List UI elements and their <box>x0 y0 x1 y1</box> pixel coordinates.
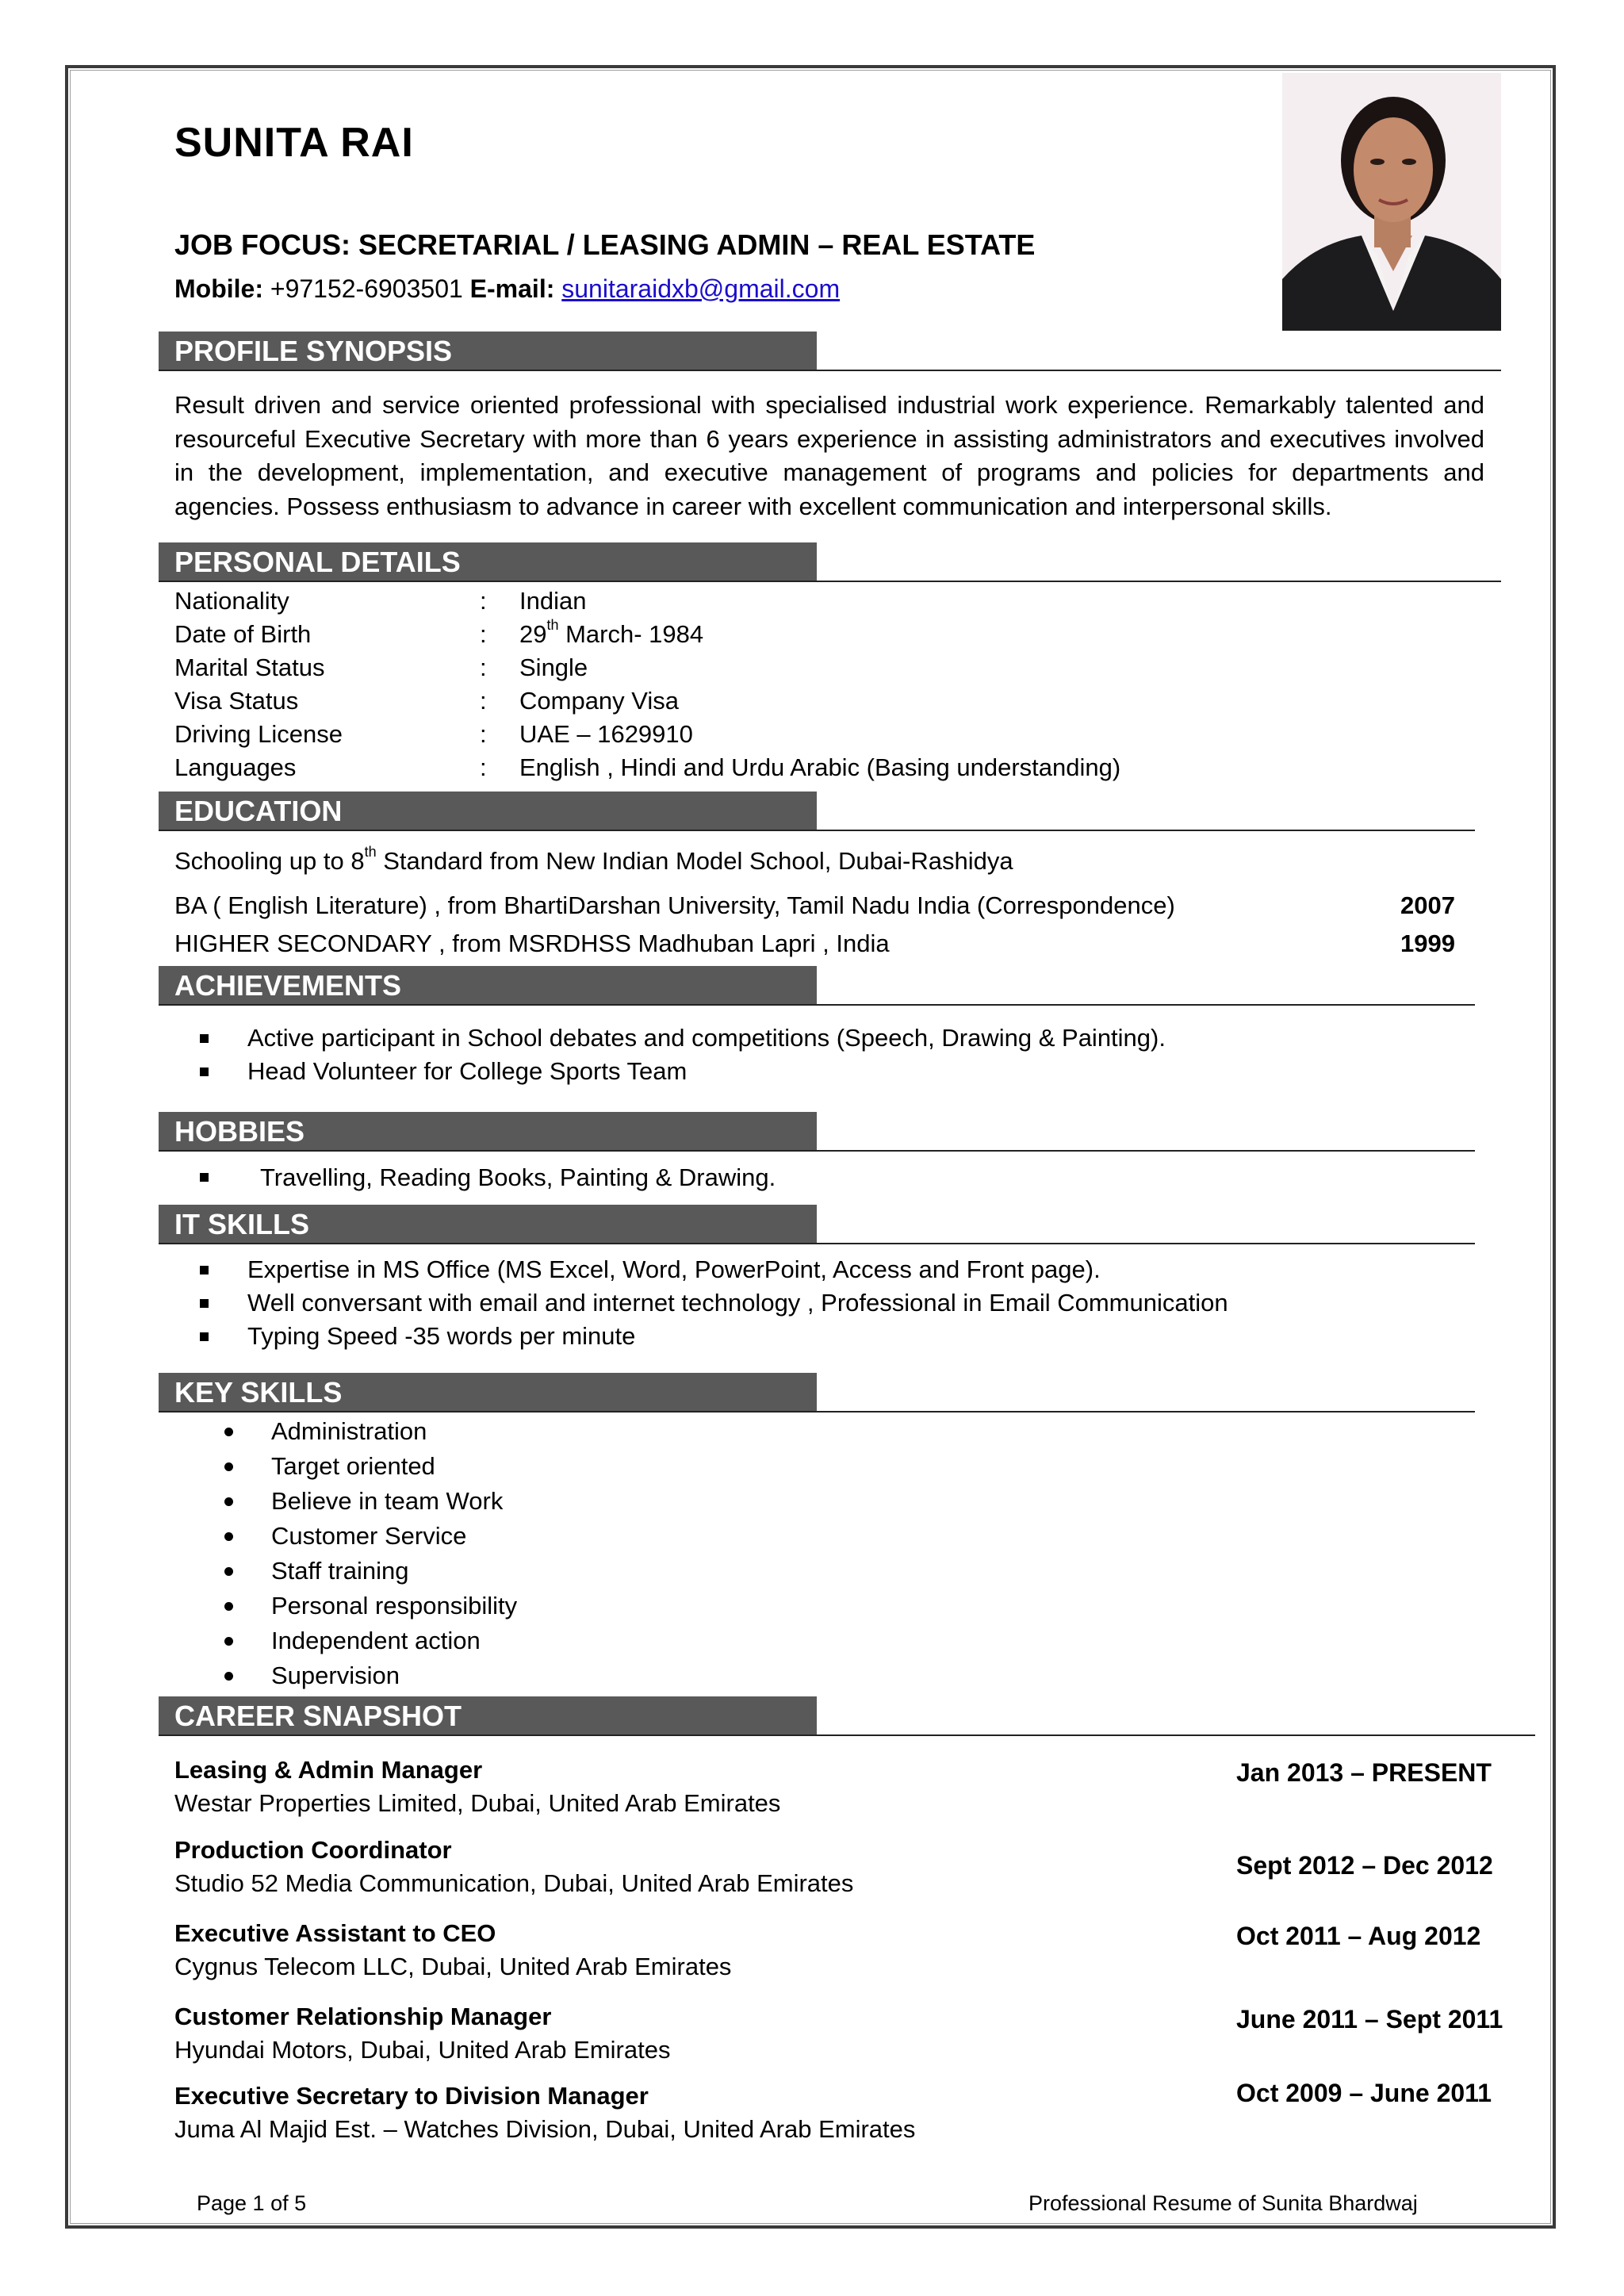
job-company: Hyundai Motors, Dubai, United Arab Emirates <box>174 2036 671 2064</box>
profile-synopsis-text: Result driven and service oriented professional with specialised industrial work experience. Remarkably talented and resourceful Executive Secretary with more than 6 years experience in assisting administrators and executives involved in the development, implementation, and executive management of programs and policies for departments and agencies. Possess enthusiasm to advance in career with excellent communication and interpersonal skills. <box>174 391 1484 520</box>
section-rule <box>159 1411 1475 1412</box>
personal-label: Visa Status <box>174 687 299 715</box>
dob-day: 29 <box>519 620 547 648</box>
key-skill-item: Target oriented <box>271 1452 435 1480</box>
section-rule <box>159 370 1501 371</box>
bullet-dot-icon <box>224 1672 233 1681</box>
bullet-square-icon <box>200 1173 209 1182</box>
it-skill-item: Typing Speed -35 words per minute <box>247 1322 636 1350</box>
bullet-dot-icon <box>224 1567 233 1576</box>
bullet-square-icon <box>200 1034 209 1043</box>
key-skill-item: Personal responsibility <box>271 1592 518 1619</box>
bullet-square-icon <box>200 1332 209 1341</box>
job-dates: Jan 2013 – PRESENT <box>1236 1758 1492 1787</box>
section-rule <box>159 830 1475 831</box>
education-item: HIGHER SECONDARY , from MSRDHSS Madhuban Lapri , India <box>174 930 890 957</box>
education-year: 2007 <box>1400 891 1455 919</box>
education-year: 1999 <box>1400 930 1455 957</box>
education-item: BA ( English Literature) , from BhartiDarshan University, Tamil Nadu India (Correspondence) <box>174 891 1175 919</box>
mobile-number: +97152-6903501 <box>270 274 463 303</box>
personal-label: Date of Birth <box>174 620 312 648</box>
footer-title: Professional Resume of Sunita Bhardwaj <box>1028 2191 1418 2215</box>
key-skill-item: Independent action <box>271 1627 481 1654</box>
hobby-item: Travelling, Reading Books, Painting & Drawing. <box>260 1163 776 1191</box>
section-header-achievements: ACHIEVEMENTS <box>159 966 817 1004</box>
bullet-dot-icon <box>224 1532 233 1541</box>
it-skill-item: Well conversant with email and internet technology , Professional in Email Communication <box>247 1289 1228 1317</box>
personal-label: Nationality <box>174 587 289 615</box>
education-schooling: Schooling up to 8th Standard from New Indian Model School, Dubai-Rashidya <box>174 844 1013 875</box>
section-header-it-skills: IT SKILLS <box>159 1205 817 1243</box>
key-skill-item: Customer Service <box>271 1522 467 1550</box>
key-skill-item: Administration <box>271 1417 427 1445</box>
personal-label: Marital Status <box>174 654 325 681</box>
personal-value: Indian <box>519 587 587 615</box>
bullet-dot-icon <box>224 1462 233 1471</box>
job-dates: Oct 2009 – June 2011 <box>1236 2079 1492 2107</box>
personal-value: Company Visa <box>519 687 680 715</box>
bullet-dot-icon <box>224 1428 233 1436</box>
job-title: Executive Secretary to Division Manager <box>174 2082 649 2110</box>
section-header-key-skills: KEY SKILLS <box>159 1373 817 1411</box>
section-rule <box>159 1004 1475 1006</box>
personal-label: Languages <box>174 753 297 781</box>
personal-label: Driving License <box>174 720 343 748</box>
job-company: Juma Al Majid Est. – Watches Division, Dubai, United Arab Emirates <box>174 2115 916 2143</box>
email-label: E-mail: <box>469 274 555 303</box>
job-title: Production Coordinator <box>174 1836 452 1864</box>
section-rule <box>159 1150 1475 1152</box>
key-skill-item: Staff training <box>271 1557 409 1585</box>
job-title: Leasing & Admin Manager <box>174 1756 483 1784</box>
job-company: Westar Properties Limited, Dubai, United Arab Emirates <box>174 1789 781 1817</box>
personal-colon: : <box>480 654 487 681</box>
personal-colon: : <box>480 687 487 715</box>
job-dates: Sept 2012 – Dec 2012 <box>1236 1851 1493 1880</box>
job-dates: Oct 2011 – Aug 2012 <box>1236 1922 1481 1950</box>
section-rule <box>159 1734 1535 1736</box>
bullet-square-icon <box>200 1299 209 1308</box>
achievement-item: Head Volunteer for College Sports Team <box>247 1057 688 1085</box>
email-link[interactable]: sunitaraidxb@gmail.com <box>561 274 841 303</box>
section-rule <box>159 1243 1475 1244</box>
section-header-hobbies: HOBBIES <box>159 1112 817 1150</box>
key-skill-item: Supervision <box>271 1662 400 1689</box>
footer-page-number: Page 1 of 5 <box>197 2191 307 2215</box>
personal-colon: : <box>480 620 487 648</box>
section-header-education: EDUCATION <box>159 792 817 830</box>
job-focus: JOB FOCUS: SECRETARIAL / LEASING ADMIN – REAL ESTATE <box>174 228 1036 261</box>
bullet-dot-icon <box>224 1497 233 1506</box>
bullet-dot-icon <box>224 1602 233 1611</box>
dob-rest: March- 1984 <box>558 620 704 648</box>
contact-line <box>174 274 840 304</box>
section-rule <box>159 581 1501 582</box>
job-dates: June 2011 – Sept 2011 <box>1236 2005 1503 2033</box>
profile-photo <box>1282 73 1501 331</box>
key-skill-item: Believe in team Work <box>271 1487 504 1515</box>
section-header-career: CAREER SNAPSHOT <box>159 1696 817 1734</box>
job-title: Executive Assistant to CEO <box>174 1919 496 1947</box>
bullet-square-icon <box>200 1068 209 1076</box>
job-title: Customer Relationship Manager <box>174 2003 552 2030</box>
dob-suffix: th <box>546 617 559 633</box>
personal-colon: : <box>480 587 487 615</box>
mobile-label: Mobile: <box>174 274 263 303</box>
personal-value: English , Hindi and Urdu Arabic (Basing understanding) <box>519 753 1121 781</box>
job-company: Studio 52 Media Communication, Dubai, United Arab Emirates <box>174 1869 854 1897</box>
personal-value: Single <box>519 654 588 681</box>
personal-colon: : <box>480 720 487 748</box>
candidate-name: SUNITA RAI <box>174 120 414 166</box>
bullet-square-icon <box>200 1266 209 1274</box>
achievement-item: Active participant in School debates and competitions (Speech, Drawing & Painting). <box>247 1024 1166 1052</box>
section-header-profile: PROFILE SYNOPSIS <box>159 332 817 370</box>
it-skill-item: Expertise in MS Office (MS Excel, Word, PowerPoint, Access and Front page). <box>247 1255 1101 1283</box>
personal-colon: : <box>480 753 487 781</box>
bullet-dot-icon <box>224 1637 233 1646</box>
job-company: Cygnus Telecom LLC, Dubai, United Arab Emirates <box>174 1953 732 1980</box>
personal-value: UAE – 1629910 <box>519 720 693 748</box>
section-header-personal: PERSONAL DETAILS <box>159 542 817 581</box>
personal-value <box>519 618 703 651</box>
